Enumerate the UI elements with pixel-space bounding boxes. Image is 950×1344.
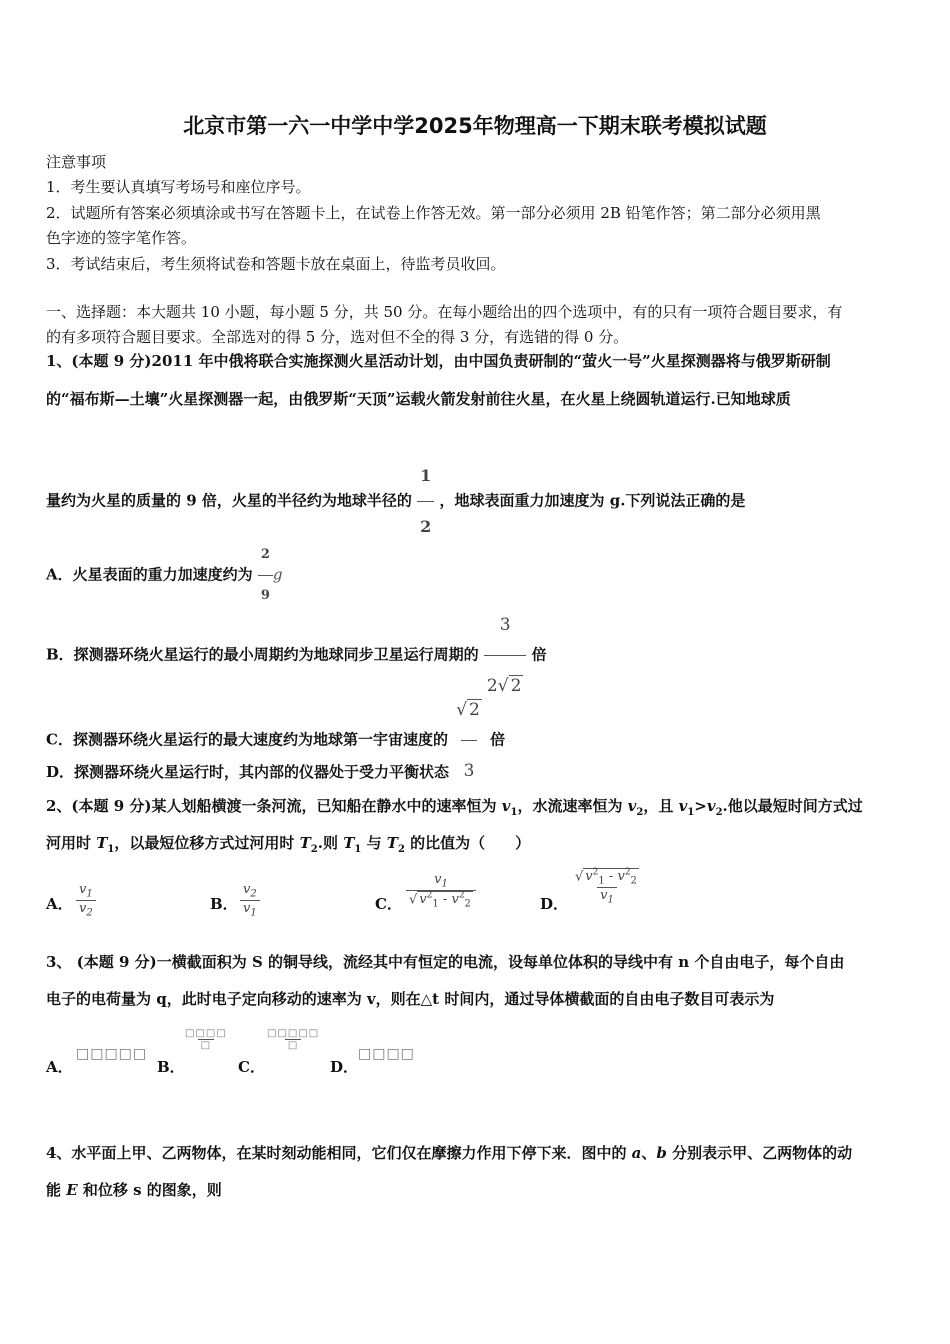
notice-item: 1．考生要认真填写考场号和座位序号。	[46, 178, 311, 196]
q2-text: ，以最短位移方式过河用时	[114, 834, 300, 852]
q2-option-a-label: A．	[46, 895, 73, 913]
frac-num	[76, 882, 96, 900]
section-heading: 一、选择题：本大题共 10 小题，每小题 5 分，共 50 分。在每小题给出的四个选项中，有的只有一项符合题目要求，有	[46, 303, 843, 321]
symbol-T: T	[386, 834, 398, 852]
q3-option-d-label: D．	[330, 1058, 359, 1076]
option-text: 倍	[531, 645, 547, 664]
superscript: 2	[458, 890, 465, 901]
subscript: 1	[510, 807, 518, 818]
subscript: 1	[607, 894, 614, 906]
frac-num: 2	[260, 547, 270, 562]
symbol-v: v	[243, 882, 251, 897]
subscript: 1	[250, 907, 257, 919]
subscript: 1	[86, 888, 93, 900]
frac-num: □□□□□	[267, 1028, 320, 1039]
radicand	[417, 890, 473, 910]
q2-text: ，水流速率恒为	[517, 797, 628, 815]
frac-den	[597, 887, 617, 906]
q2-text: ，且	[643, 797, 679, 815]
q2-text: .则	[317, 834, 344, 852]
frac-den: 9	[258, 575, 273, 616]
q4-text: 、	[641, 1144, 657, 1162]
subscript: 1	[107, 844, 115, 855]
subscript: 1	[441, 878, 448, 890]
symbol-v: v	[501, 797, 511, 815]
symbol-v: v	[243, 900, 251, 916]
q3-option-b-fraction	[182, 1028, 230, 1051]
frac-den	[240, 900, 260, 919]
q1-stem-line: 1、(本题 9 分)2011 年中俄将联合实施探测火星活动计划，由中国负责研制的“萤火一号”火星探测器将与俄罗斯研制	[46, 352, 831, 370]
symbol-T: T	[299, 834, 311, 852]
q1-text: ，地球表面重力加速度为 g.下列说法正确的是	[439, 491, 746, 510]
q3-stem-line: 电子的电荷量为 q，此时电子定向移动的速率为 v，则在△t 时间内，通过导体横截面的自由电子数目可表示为	[46, 990, 775, 1008]
subscript: 2	[250, 888, 257, 900]
frac-num	[431, 872, 451, 890]
q3-stem-line: 3、 (本题 9 分)一横截面积为 S 的铜导线，流经其中有恒定的电流，设每单位体积的导线中有 n 个自由电子，每个自由	[46, 953, 845, 971]
subscript: 2	[86, 907, 93, 919]
superscript: 2	[592, 868, 599, 878]
q3-option-a-label: A．	[46, 1058, 73, 1076]
symbol-gt: >	[694, 797, 707, 815]
frac-den: 2√ 2	[484, 655, 527, 716]
symbol-v: v	[79, 882, 87, 897]
symbol-T: T	[343, 834, 355, 852]
q2-stem-line	[46, 833, 906, 860]
superscript: 2	[426, 890, 433, 901]
q2-option-b-label: B．	[210, 895, 238, 913]
q2-text: 的比值为（ ）	[404, 834, 531, 852]
q3-option-b-label: B．	[157, 1058, 185, 1076]
frac-den: □	[285, 1039, 301, 1051]
frac-num: 1	[420, 466, 432, 485]
q1-option-d: D．探测器环绕火星运行时，其内部的仪器处于受力平衡状态	[46, 763, 450, 781]
symbol-v: v	[600, 887, 608, 903]
frac-den: √ $v^2_1 - v^2_2$	[406, 890, 476, 910]
option-text: C．探测器环绕火星运行的最大速度约为地球第一宇宙速度的	[46, 730, 448, 749]
q2-text: 2、(本题 9 分)某人划船横渡一条河流，已知船在静水中的速率恒为	[46, 797, 502, 815]
q4-text: 和位移 s 的图象，则	[77, 1181, 222, 1199]
symbol-v: v	[419, 891, 427, 907]
symbol-v: v	[678, 797, 688, 815]
symbol-b: b	[656, 1144, 667, 1162]
symbol-v: v	[617, 869, 625, 885]
q2-option-d-fraction	[572, 868, 642, 906]
section-heading-cont: 的有多项符合题目要求。全部选对的得 5 分，选对但不全的得 3 分，有选错的得 0 分。	[46, 328, 629, 346]
frac-den: 2	[417, 501, 434, 552]
frac-den: 3	[461, 740, 478, 801]
frac-num: □□□□	[185, 1028, 227, 1039]
symbol-g: g	[272, 565, 283, 584]
page-title: 北京市第一六一中学中学2025年物理高一下期末联考模拟试题	[183, 114, 767, 138]
q2-option-b-fraction	[240, 882, 260, 918]
subscript: 1	[598, 875, 605, 887]
q4-text: 4、水平面上甲、乙两物体，在某时刻动能相同，它们仅在摩擦力作用下停下来．图中的	[46, 1144, 632, 1162]
symbol-a: a	[631, 1144, 642, 1162]
symbol-T: T	[96, 834, 108, 852]
symbol-v: v	[627, 797, 637, 815]
radicand	[583, 868, 639, 887]
q4-stem-line	[46, 1180, 906, 1200]
symbol-minus: -	[608, 869, 614, 885]
q3-option-c-fraction	[264, 1028, 322, 1051]
subscript: 2	[715, 807, 723, 818]
notice-item: 色字迹的签字笔作答。	[46, 229, 197, 247]
option-fraction	[453, 680, 485, 801]
q2-stem-line	[46, 796, 906, 823]
subscript: 2	[464, 898, 471, 910]
frac-num: √ 2	[456, 700, 480, 720]
q2-option-c-label: C．	[375, 895, 402, 913]
q2-option-c-fraction	[406, 872, 476, 910]
superscript: 2	[624, 868, 631, 878]
symbol-minus: -	[442, 891, 448, 907]
subscript: 2	[636, 807, 644, 818]
q1-option-c	[46, 680, 906, 801]
q1-text: 量约为火星的质量的 9 倍，火星的半径约为地球半径的	[46, 491, 412, 510]
q3-option-d-expr: □□□□	[358, 1046, 415, 1062]
notice-item: 2．试题所有答案必须填涂或书写在答题卡上，在试卷上作答无效。第一部分必须用 2B 铅笔作答；第二部分必须用黑	[46, 204, 821, 222]
subscript: 1	[432, 898, 439, 910]
frac-den	[76, 900, 96, 919]
q2-option-a-fraction	[76, 882, 96, 918]
q4-text: 分别表示甲、乙两物体的动	[666, 1144, 853, 1162]
q4-stem-line	[46, 1143, 906, 1163]
frac-num: 3	[499, 615, 511, 635]
q2-text: 河用时	[46, 834, 97, 852]
symbol-v: v	[585, 869, 593, 885]
q3-option-c-label: C．	[238, 1058, 265, 1076]
frac-num: √ $v^2_1 - v^2_2$	[575, 868, 637, 887]
option-text: 倍	[490, 730, 506, 749]
q2-option-d-label: D．	[540, 895, 569, 913]
symbol-v: v	[434, 872, 442, 887]
den-coef: 2	[486, 676, 498, 696]
num-radicand: 2	[469, 700, 480, 720]
symbol-v: v	[706, 797, 716, 815]
frac-num	[240, 882, 260, 900]
notice-heading: 注意事项	[46, 153, 107, 171]
q1-stem-line: 的“福布斯—土壤”火星探测器一起，由俄罗斯“天顶”运载火箭发射前往火星，在火星上绕圆轨道运行.已知地球质	[46, 390, 791, 408]
option-text: A．火星表面的重力加速度约为	[46, 565, 253, 584]
option-text: B．探测器环绕火星运行的最小周期约为地球同步卫星运行周期的	[46, 645, 479, 664]
symbol-E: E	[66, 1181, 78, 1199]
q2-text: 与	[361, 834, 387, 852]
notice-item: 3．考试结束后，考生须将试卷和答题卡放在桌面上，待监考员收回。	[46, 255, 506, 273]
q4-text: 能	[46, 1181, 67, 1199]
q3-option-a-expr: □□□□□	[76, 1046, 148, 1062]
den-radicand: 2	[510, 676, 522, 696]
subscript: 1	[687, 807, 695, 818]
subscript: 2	[397, 844, 405, 855]
q2-text: .他以最短时间方式过	[722, 797, 863, 815]
frac-den: □	[198, 1039, 214, 1051]
subscript: 2	[310, 844, 318, 855]
subscript: 1	[354, 844, 362, 855]
symbol-v: v	[79, 900, 87, 916]
subscript: 2	[630, 875, 637, 887]
symbol-v: v	[451, 891, 459, 907]
